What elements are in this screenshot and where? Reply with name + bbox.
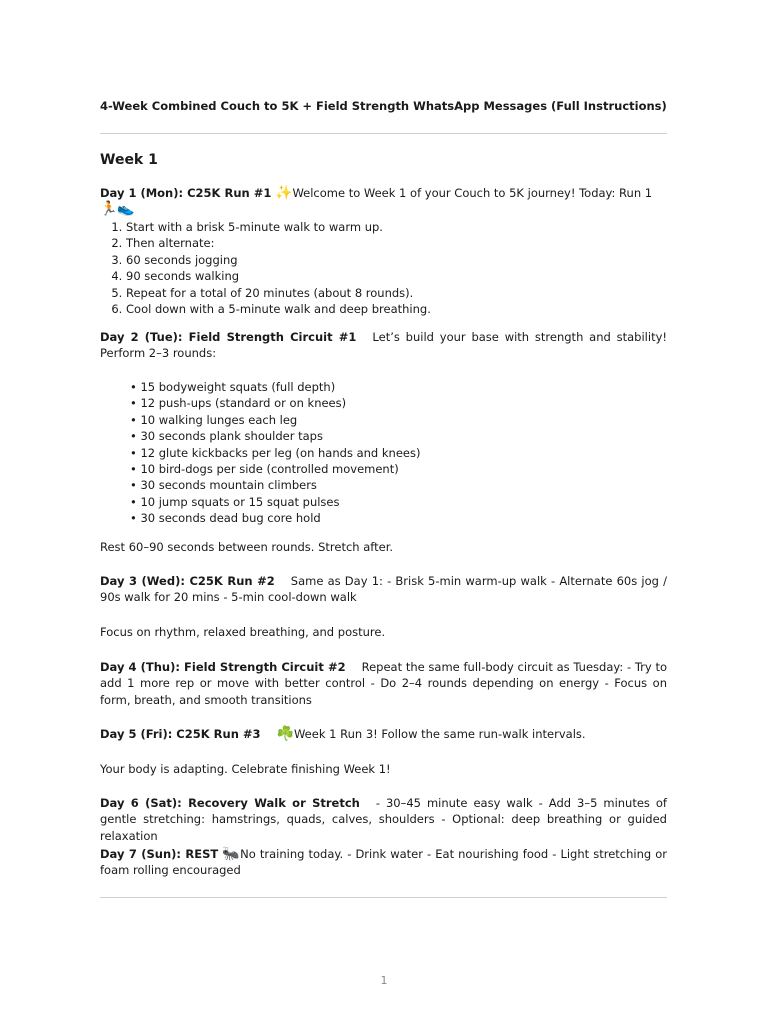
page-number: 1 <box>380 974 388 987</box>
list-item: • 30 seconds plank shoulder taps <box>130 429 323 444</box>
day-7-text: No training today. - Drink water - Eat nourishing food - Light stretching or foam rolling encouraged <box>100 847 667 878</box>
day-7-label: Day 7 (Sun): REST <box>100 847 219 861</box>
day-5-after: Your body is adapting. Celebrate finishing Week 1! <box>100 762 391 776</box>
list-item: • 15 bodyweight squats (full depth) <box>130 380 336 394</box>
list-item: • 10 jump squats or 15 squat pulses <box>130 494 340 509</box>
day-5-text: Week 1 Run 3! Follow the same run-walk intervals. <box>293 727 586 741</box>
document-title: 4-Week Combined Couch to 5K + Field Strength WhatsApp Messages (Full Instructions) <box>100 99 667 113</box>
day-7-intro <box>100 846 667 879</box>
shamrock-icon: ☘️ <box>276 726 294 742</box>
list-item: • 10 bird-dogs per side (controlled movement) <box>130 462 399 477</box>
day-5-label: Day 5 (Fri): C25K Run #3 <box>100 727 261 741</box>
divider-bottom <box>100 897 667 898</box>
list-item: • 12 glute kickbacks per leg (on hands and knees) <box>130 445 421 460</box>
runner-shoe-icon: 🏃👟 <box>100 201 135 218</box>
list-item: 6. Cool down with a 5-minute walk and deep breathing. <box>126 301 693 317</box>
day-6-intro <box>100 795 667 844</box>
day-3-label: Day 3 (Wed): C25K Run #2 <box>100 574 275 588</box>
day-2-after: Rest 60–90 seconds between rounds. Stretch after. <box>100 540 394 554</box>
list-item: • 30 seconds dead bug core hold <box>130 511 321 526</box>
day-5-intro <box>100 726 667 742</box>
day-2-exercises <box>100 379 697 527</box>
week-heading: Week 1 <box>100 152 158 168</box>
list-item: 5. Repeat for a total of 20 minutes (about 8 rounds). <box>126 285 693 301</box>
day-1-steps <box>100 219 693 317</box>
ant-icon: 🐜 <box>222 846 241 862</box>
day-1-text: Welcome to Week 1 of your Couch to 5K journey! Today: Run 1 <box>292 186 653 200</box>
day-3-after: Focus on rhythm, relaxed breathing, and posture. <box>100 625 386 639</box>
list-item: 4. 90 seconds walking <box>126 268 693 284</box>
day-1-intro <box>100 185 667 218</box>
day-4-intro <box>100 659 667 708</box>
day-2-text: Let’s build your base with strength and stability! Perform 2–3 rounds: <box>100 330 667 361</box>
list-item: 3. 60 seconds jogging <box>126 252 693 268</box>
list-item: 1. Start with a brisk 5-minute walk to warm up. <box>126 219 693 235</box>
day-2-label: Day 2 (Tue): Field Strength Circuit #1 <box>100 330 357 344</box>
divider-top <box>100 133 667 134</box>
list-item: • 12 push-ups (standard or on knees) <box>130 396 347 411</box>
day-3-text: Same as Day 1: - Brisk 5-min warm-up walk - Alternate 60s jog / 90s walk for 20 mins - 5-min cool-down walk <box>100 574 667 605</box>
sparkles-icon: ✨ <box>275 185 293 201</box>
day-3-intro <box>100 573 667 606</box>
day-4-text: Repeat the same full-body circuit as Tuesday: - Try to add 1 more rep or move with better control - Do 2–4 rounds depending on energy - Focus on form, breath, and smooth transitions <box>100 660 668 707</box>
list-item: 2. Then alternate: <box>126 235 693 251</box>
list-item: • 30 seconds mountain climbers <box>130 478 317 493</box>
day-4-label: Day 4 (Thu): Field Strength Circuit #2 <box>100 660 346 674</box>
day-6-label: Day 6 (Sat): Recovery Walk or Stretch <box>100 796 360 810</box>
list-item: • 10 walking lunges each leg <box>130 412 298 427</box>
day-2-intro <box>100 329 667 362</box>
day-6-text: - 30–45 minute easy walk - Add 3–5 minutes of gentle stretching: hamstrings, quads, calves, shoulders - Optional: deep breathing or guided relaxation <box>100 796 667 843</box>
day-1-label: Day 1 (Mon): C25K Run #1 <box>100 186 272 200</box>
